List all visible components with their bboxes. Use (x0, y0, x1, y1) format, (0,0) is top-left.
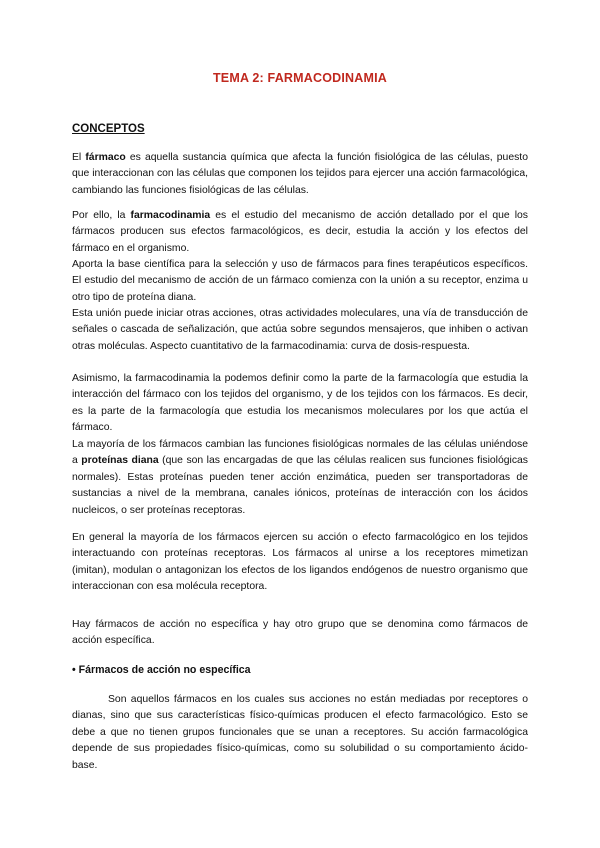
paragraph-signal-transduction: Esta unión puede iniciar otras acciones, otras actividades moleculares, una vía de transducción de señales o cascada de señalización, que actúa sobre segundos mensajeros, que inhiben o activan otras moléculas. Aspecto cuantitativo de la farmacodinamia: curva de dosis-respuesta. (72, 308, 528, 352)
paragraph-receptors: En general la mayoría de los fármacos ejercen su acción o efecto farmacológico en los tejidos interactuando con proteínas receptoras. Los fármacos al unirse a los receptores mimetizan (imitan), modulan o antagonizan los efectos de los ligandos endógenos de nuestro organismo que interaccionan con esa molécula receptora. (72, 532, 528, 593)
paragraph-farmacodinamia-definition: Por ello, la farmacodinamia es el estudio del mecanismo de acción detallado por el que los fármacos producen sus efectos farmacológicos, es decir, estudia la acción y los efectos del fármaco en el organismo. (72, 210, 529, 254)
paragraph-specificity: Hay fármacos de acción no específica y hay otro grupo que se denomina como fármacos de acción específica. (72, 619, 528, 647)
paragraph-farmaco-definition: El fármaco es aquella sustancia química que afecta la función fisiológica de las células, puesto que interaccionan con las células que componen los tejidos para ejercer una acción farmacológica, cambiando las funciones fisiológicas de las células. (72, 152, 528, 196)
paragraph-non-specific-drugs: Son aquellos fármacos en los cuales sus acciones no están mediadas por receptores o dianas, sino que sus características físico-químicas producen el efecto farmacológico. Esto se debe a que no tienen grupos funcionales que se unan a receptores. Su acción farmacológica depende de sus propiedades físico-químicas, como su solubilidad o su comportamiento ácido-base. (72, 694, 528, 771)
term-proteinas-diana: proteínas diana (81, 455, 159, 467)
paragraph-scientific-base: Aporta la base científica para la selección y uso de fármacos para fines terapéuticos específicos. El estudio del mecanismo de acción de un fármaco comienza con la unión a su receptor, enzima u otro tipo de proteína diana. (72, 259, 528, 303)
paragraph-target-proteins: La mayoría de los fármacos cambian las funciones fisiológicas normales de las células uniéndose a proteínas diana (que son las encargadas de que las células realicen sus funciones fisiológicas normales). Estas proteínas pueden tener acción enzimática, pueden ser transportadoras de sustancias a nivel de la membrana, canales iónicos, proteínas de interacción con los ácidos nucleicos, o ser proteínas receptoras. (72, 439, 529, 516)
page-title: TEMA 2: FARMACODINAMIA (212, 71, 388, 85)
subheading-non-specific: • Fármacos de acción no específica (72, 664, 251, 676)
section-heading: CONCEPTOS (72, 123, 145, 135)
term-farmacodinamia: farmacodinamia (130, 210, 211, 221)
term-farmaco: fármaco (85, 152, 126, 163)
paragraph-interaction: Asimismo, la farmacodinamia la podemos definir como la parte de la farmacología que estudia la interacción del fármaco con los tejidos del organismo, y de los tejidos con los fármacos. Es decir, es la parte de la farmacología que estudia los mecanismos moleculares por los que actúa el fármaco. (72, 373, 528, 434)
